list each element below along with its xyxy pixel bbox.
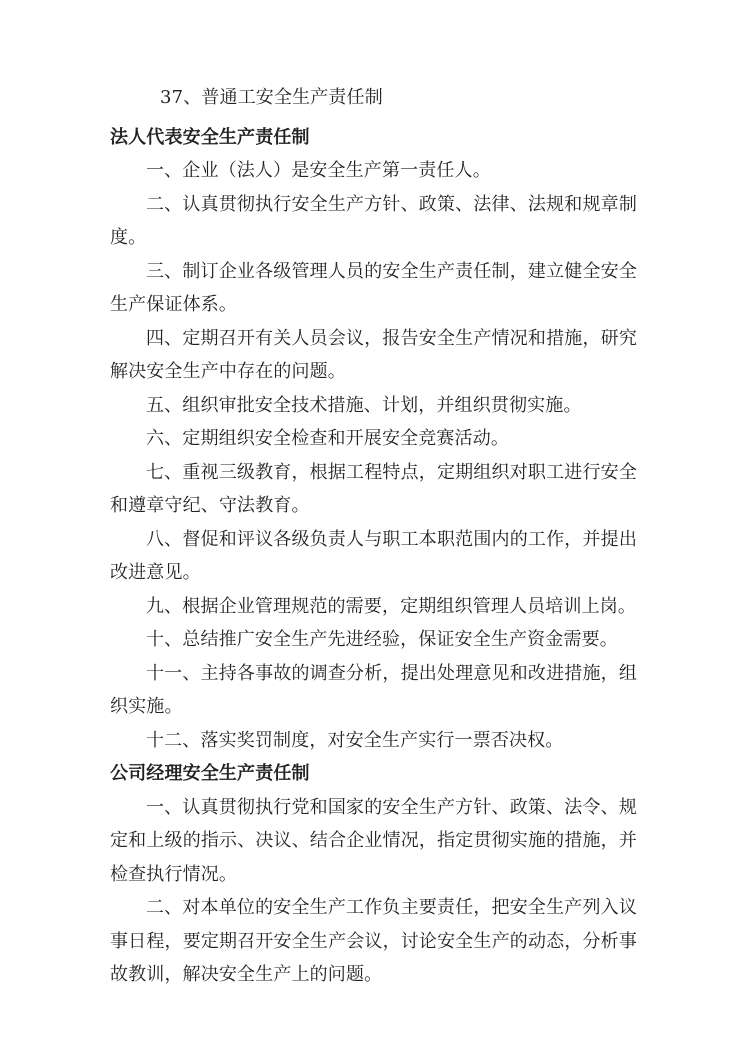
list-item-12: 十二、落实奖罚制度，对安全生产实行一票否决权。 [146, 729, 564, 751]
list-item-10: 十、总结推广安全生产先进经验，保证安全生产资金需要。 [146, 629, 618, 650]
list-item-2: 二、认真贯彻执行安全生产方针、政策、法律、法规和规章制度。 [110, 193, 637, 248]
list-item-4: 四、定期召开有关人员会议，报告安全生产情况和措施，研究解决安全生产中存在的问题。 [110, 327, 637, 382]
section-heading-company-manager: 公司经理安全生产责任制 [110, 763, 310, 784]
list-item-5: 五、组织审批安全技术措施、计划，并组织贯彻实施。 [146, 394, 582, 416]
document-title: 37、普通工安全生产责任制 [160, 87, 383, 108]
section-heading-legal-representative: 法人代表安全生产责任制 [110, 126, 310, 148]
list-item-8: 八、督促和评议各级负责人与职工本职范围内的工作，并提出改进意见。 [110, 528, 637, 583]
list-item-9: 九、根据企业管理规范的需要，定期组织管理人员培训上岗。 [146, 595, 637, 617]
list-item-6: 六、定期组织安全检查和开展安全竞赛活动。 [146, 428, 509, 449]
document-content [110, 81, 637, 992]
list-item-1: 一、认真贯彻执行党和国家的安全生产方针、政策、法令、规定和上级的指示、决议、结合企业情况，指定贯彻实施的措施，并检查执行情况。 [110, 796, 637, 885]
list-item-11: 十一、主持各事故的调查分析，提出处理意见和改进措施，组织实施。 [110, 662, 637, 717]
list-item-3: 三、制订企业各级管理人员的安全生产责任制，建立健全安全生产保证体系。 [110, 260, 637, 315]
list-item-1: 一、企业（法人）是安全生产第一责任人。 [146, 160, 491, 181]
list-item-7: 七、重视三级教育，根据工程特点，定期组织对职工进行安全和遵章守纪、守法教育。 [110, 461, 637, 516]
list-item-2: 二、对本单位的安全生产工作负主要责任，把安全生产列入议事日程，要定期召开安全生产会议，讨论安全生产的动态，分析事故教训，解决安全生产上的问题。 [110, 897, 637, 985]
